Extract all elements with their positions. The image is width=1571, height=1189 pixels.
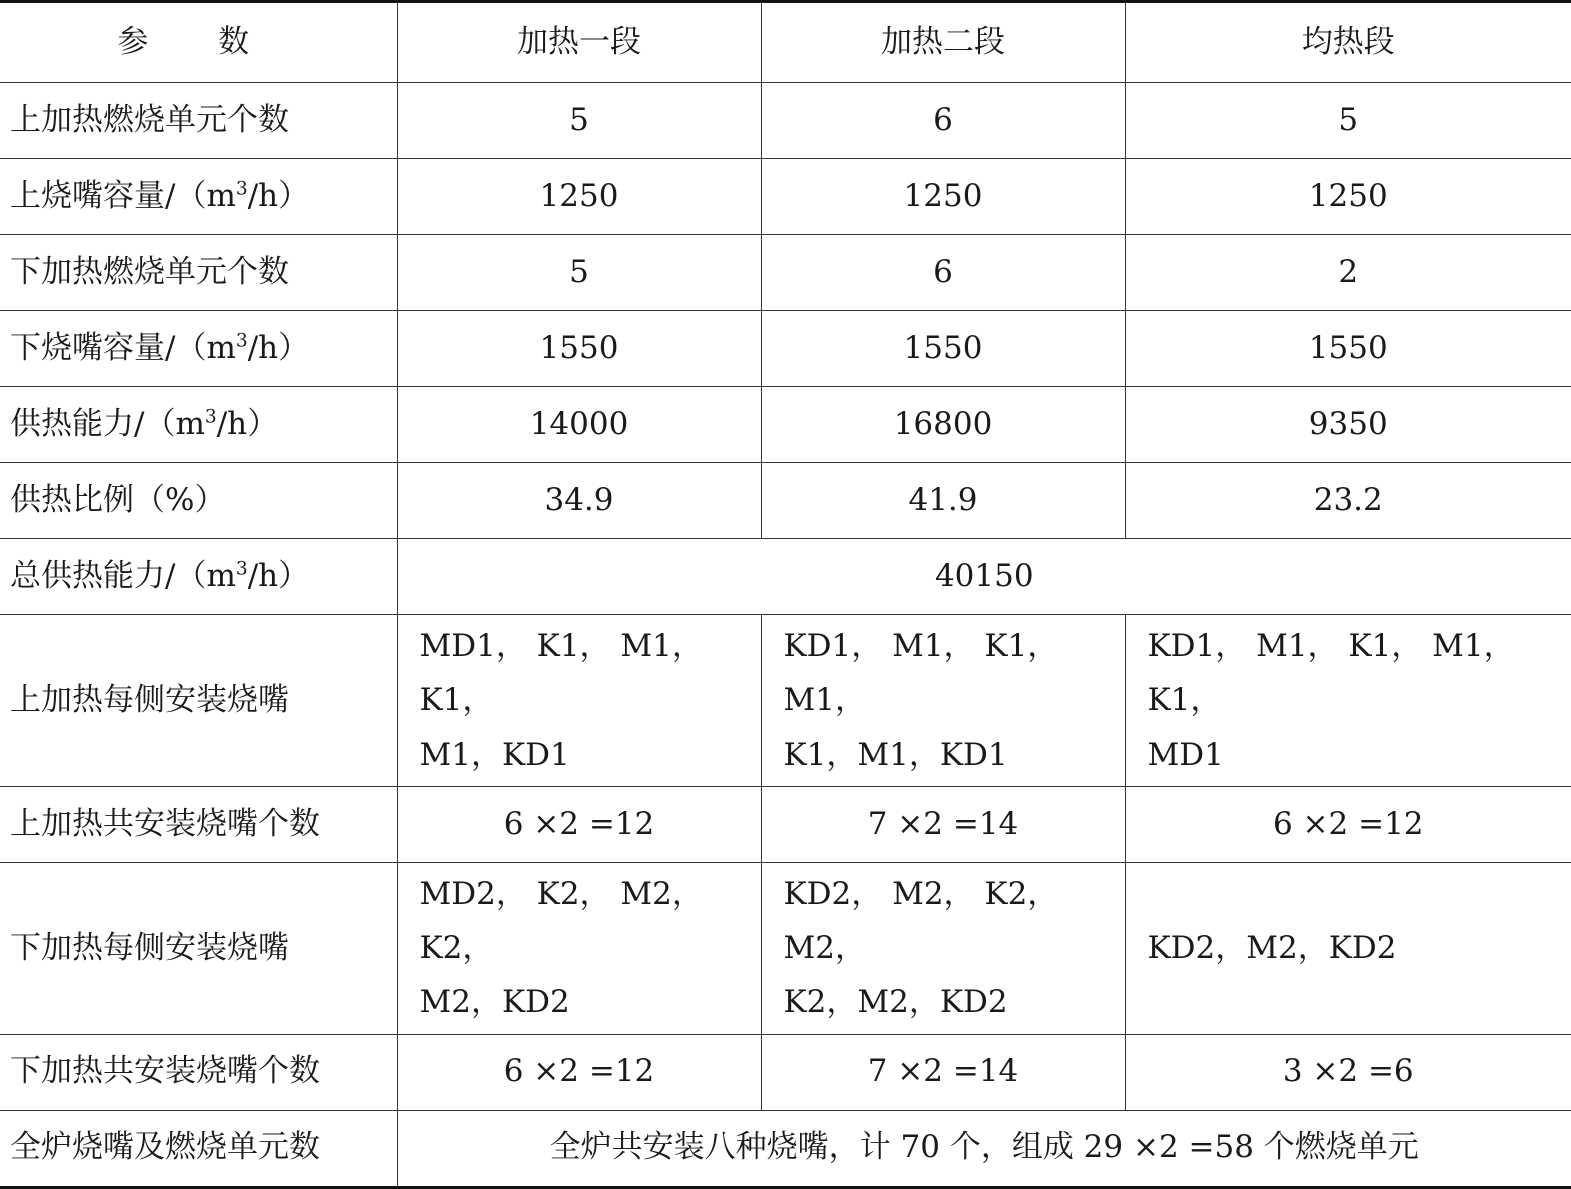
row-label: 上加热共安装烧嘴个数 xyxy=(0,786,397,862)
cell-value: 14000 xyxy=(397,387,761,463)
cell-value: 5 xyxy=(1125,83,1571,159)
cell-value: 6 ×2 =12 xyxy=(397,786,761,862)
table-row xyxy=(0,1034,1571,1110)
row-label: 上烧嘴容量$/(m^3/h)$ xyxy=(0,159,397,235)
burner-list-cell: KD1， M1， K1， M1， K1，M1，KD1 xyxy=(761,615,1125,787)
cell-value: 2 xyxy=(1125,235,1571,311)
row-label: 上加热燃烧单元个数 xyxy=(0,83,397,159)
row-label: 下加热每侧安装烧嘴 xyxy=(0,862,397,1034)
burner-list-cell: MD2， K2， M2， K2， M2，KD2 xyxy=(397,862,761,1034)
cell-value: 41.9 xyxy=(761,463,1125,539)
table-row xyxy=(0,539,1571,615)
cell-value: 7 ×2 =14 xyxy=(761,1034,1125,1110)
header-row xyxy=(0,2,1571,83)
row-label: 总供热能力$/(m^3/h)$ xyxy=(0,539,397,615)
row-label: 供热比例（%） xyxy=(0,463,397,539)
table-row xyxy=(0,786,1571,862)
table-row xyxy=(0,159,1571,235)
furnace-summary-value: 全炉共安装八种烧嘴，计 70 个，组成 29 ×2 =58 个燃烧单元 xyxy=(397,1110,1571,1187)
header-heating-zone-1: 加热一段 xyxy=(397,2,761,83)
cell-value: 1550 xyxy=(761,311,1125,387)
cell-value: 16800 xyxy=(761,387,1125,463)
cell-value: 1250 xyxy=(397,159,761,235)
burner-list-cell: KD2，M2，KD2 xyxy=(1125,862,1571,1034)
table-row xyxy=(0,387,1571,463)
table-row xyxy=(0,463,1571,539)
cell-value: 1550 xyxy=(1125,311,1571,387)
cell-value: 6 xyxy=(761,83,1125,159)
burner-list-cell: KD2， M2， K2， M2， K2，M2，KD2 xyxy=(761,862,1125,1034)
row-label: 下烧嘴容量$/(m^3/h)$ xyxy=(0,311,397,387)
cell-value: 5 xyxy=(397,235,761,311)
row-label: 供热能力$/(m^3/h)$ xyxy=(0,387,397,463)
cell-value: 1550 xyxy=(397,311,761,387)
total-capacity-value: 40150 xyxy=(397,539,1571,615)
cell-value: 23.2 xyxy=(1125,463,1571,539)
table-row xyxy=(0,311,1571,387)
cell-value: 3 ×2 =6 xyxy=(1125,1034,1571,1110)
row-label: 下加热燃烧单元个数 xyxy=(0,235,397,311)
header-soaking-zone: 均热段 xyxy=(1125,2,1571,83)
table-row xyxy=(0,615,1571,787)
row-label: 下加热共安装烧嘴个数 xyxy=(0,1034,397,1110)
header-param: 参 数 xyxy=(0,2,397,83)
burner-list-cell: MD1， K1， M1， K1， M1，KD1 xyxy=(397,615,761,787)
cell-value: 34.9 xyxy=(397,463,761,539)
cell-value: 6 xyxy=(761,235,1125,311)
cell-value: 1250 xyxy=(761,159,1125,235)
burner-list-cell: KD1， M1， K1， M1， K1， MD1 xyxy=(1125,615,1571,787)
table-row xyxy=(0,235,1571,311)
cell-value: 9350 xyxy=(1125,387,1571,463)
table-row xyxy=(0,862,1571,1034)
cell-value: 7 ×2 =14 xyxy=(761,786,1125,862)
table-row xyxy=(0,1110,1571,1187)
cell-value: 6 ×2 =12 xyxy=(397,1034,761,1110)
table-row xyxy=(0,83,1571,159)
row-label: 全炉烧嘴及燃烧单元数 xyxy=(0,1110,397,1187)
cell-value: 6 ×2 =12 xyxy=(1125,786,1571,862)
cell-value: 1250 xyxy=(1125,159,1571,235)
header-heating-zone-2: 加热二段 xyxy=(761,2,1125,83)
cell-value: 5 xyxy=(397,83,761,159)
row-label: 上加热每侧安装烧嘴 xyxy=(0,615,397,787)
